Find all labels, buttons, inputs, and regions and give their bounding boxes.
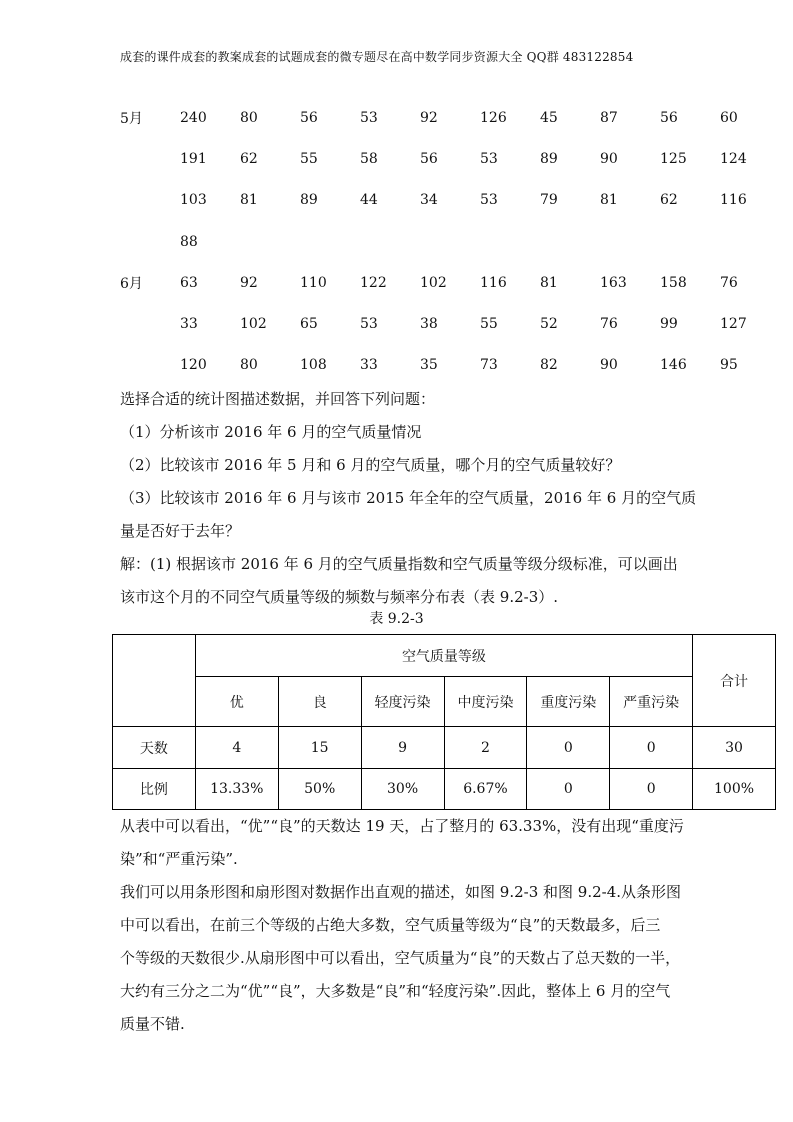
table-total-cell: 30 (693, 727, 776, 769)
data-cell: 44 (360, 192, 378, 208)
data-cell: 52 (540, 316, 558, 332)
data-cell: 103 (180, 192, 207, 208)
data-cell: 108 (300, 357, 327, 373)
data-cell: 73 (480, 357, 498, 373)
table-corner-cell (113, 635, 196, 727)
table-row (113, 727, 776, 769)
data-cell: 55 (480, 316, 498, 332)
data-cell: 163 (600, 275, 627, 291)
data-cell: 81 (540, 275, 558, 291)
data-cell: 110 (300, 275, 327, 291)
data-cell: 82 (540, 357, 558, 373)
data-cell: 76 (600, 316, 618, 332)
solution-line1: 解：(1) 根据该市 2016 年 6 月的空气质量指数和空气质量等级分级标准，可以画出 (120, 555, 678, 573)
data-cell: 56 (660, 110, 678, 126)
data-cell: 120 (180, 357, 207, 373)
level-header: 优 (195, 677, 278, 727)
data-cell: 90 (600, 151, 618, 167)
table-cell: 30% (361, 769, 444, 810)
data-cell: 116 (480, 275, 507, 291)
data-cell: 146 (660, 357, 687, 373)
analysis-p1-line1: 从表中可以看出，“优”“良”的天数达 19 天，占了整月的 63.33%，没有出现“重度污 (120, 817, 684, 835)
data-cell: 33 (360, 357, 378, 373)
data-cell: 99 (660, 316, 678, 332)
data-cell: 53 (480, 151, 498, 167)
table-cell: 15 (278, 727, 361, 769)
table-cell: 0 (527, 727, 610, 769)
level-header: 良 (278, 677, 361, 727)
data-cell: 240 (180, 110, 207, 126)
table-total-cell: 100% (693, 769, 776, 810)
month-label-may: 5月 (120, 111, 143, 127)
data-cell: 102 (420, 275, 447, 291)
question-2: （2）比较该市 2016 年 5 月和 6 月的空气质量，哪个月的空气质量较好？ (120, 456, 621, 474)
data-cell: 60 (720, 110, 738, 126)
data-cell: 53 (360, 110, 378, 126)
solution-line2: 该市这个月的不同空气质量等级的频数与频率分布表（表 9.2-3）. (120, 588, 559, 606)
data-cell: 124 (720, 151, 747, 167)
table-cell: 4 (195, 727, 278, 769)
level-header: 中度污染 (444, 677, 527, 727)
question-block (120, 383, 700, 614)
data-cell: 122 (360, 275, 387, 291)
data-cell: 56 (300, 110, 318, 126)
data-cell: 88 (180, 234, 198, 250)
table-cell: 2 (444, 727, 527, 769)
table-cell: 13.33% (195, 769, 278, 810)
data-cell: 76 (720, 275, 738, 291)
table-cell: 0 (527, 769, 610, 810)
analysis-p2-line2: 中可以看出，在前三个等级的占绝大多数，空气质量等级为“良”的天数最多，后三 (120, 916, 661, 934)
table-cell: 6.67% (444, 769, 527, 810)
question-1: （1）分析该市 2016 年 6 月的空气质量情况 (120, 423, 422, 441)
data-cell: 126 (480, 110, 507, 126)
data-cell: 81 (600, 192, 618, 208)
data-cell: 90 (600, 357, 618, 373)
data-cell: 45 (540, 110, 558, 126)
data-cell: 80 (240, 110, 258, 126)
data-cell: 102 (240, 316, 267, 332)
data-cell: 62 (240, 151, 258, 167)
question-3-line2: 量是否好于去年？ (120, 522, 241, 540)
data-cell: 127 (720, 316, 747, 332)
table-total-header: 合计 (693, 635, 776, 727)
table-cell: 9 (361, 727, 444, 769)
table-cell: 0 (610, 727, 693, 769)
level-header: 重度污染 (527, 677, 610, 727)
table-caption: 表 9.2-3 (369, 611, 424, 627)
data-cell: 191 (180, 151, 207, 167)
page-header: 成套的课件成套的教案成套的试题成套的微专题尽在高中数学同步资源大全 QQ群 483122854 (120, 50, 634, 64)
data-cell: 53 (480, 192, 498, 208)
data-cell: 89 (540, 151, 558, 167)
question-3-line1: （3）比较该市 2016 年 6 月与该市 2015 年全年的空气质量，2016 年 6 月的空气质 (120, 489, 697, 507)
data-cell: 116 (720, 192, 747, 208)
data-cell: 95 (720, 357, 738, 373)
data-cell: 33 (180, 316, 198, 332)
analysis-p1-line2: 染”和“严重污染”. (120, 850, 238, 868)
data-cell: 58 (360, 151, 378, 167)
data-cell: 53 (360, 316, 378, 332)
table-group-header: 空气质量等级 (195, 635, 692, 677)
row-label-ratio: 比例 (113, 769, 196, 810)
data-cell: 34 (420, 192, 438, 208)
data-cell: 79 (540, 192, 558, 208)
analysis-p2-line3: 个等级的天数很少.从扇形图中可以看出，空气质量为“良”的天数占了总天数的一半， (120, 949, 681, 967)
data-cell: 80 (240, 357, 258, 373)
analysis-p2-line5: 质量不错. (120, 1015, 185, 1033)
data-cell: 56 (420, 151, 438, 167)
data-cell: 81 (240, 192, 258, 208)
data-cell: 35 (420, 357, 438, 373)
data-cell: 158 (660, 275, 687, 291)
data-cell: 125 (660, 151, 687, 167)
level-header: 严重污染 (610, 677, 693, 727)
analysis-p2-line4: 大约有三分之二为“优”“良”，大多数是“良”和“轻度污染”.因此，整体上 6 月的空气 (120, 982, 671, 1000)
level-header: 轻度污染 (361, 677, 444, 727)
data-cell: 62 (660, 192, 678, 208)
data-cell: 92 (420, 110, 438, 126)
month-label-june: 6月 (120, 276, 143, 292)
data-cell: 65 (300, 316, 318, 332)
analysis-block (120, 810, 700, 1041)
question-intro: 选择合适的统计图描述数据，并回答下列问题： (120, 390, 436, 408)
data-cell: 92 (240, 275, 258, 291)
row-label-days: 天数 (113, 727, 196, 769)
data-cell: 38 (420, 316, 438, 332)
data-cell: 63 (180, 275, 198, 291)
frequency-table (112, 634, 776, 810)
data-cell: 89 (300, 192, 318, 208)
table-cell: 50% (278, 769, 361, 810)
table-cell: 0 (610, 769, 693, 810)
table-row (113, 769, 776, 810)
data-cell: 87 (600, 110, 618, 126)
data-cell: 55 (300, 151, 318, 167)
analysis-p2-line1: 我们可以用条形图和扇形图对数据作出直观的描述，如图 9.2-3 和图 9.2-4.从条形图 (120, 883, 682, 901)
